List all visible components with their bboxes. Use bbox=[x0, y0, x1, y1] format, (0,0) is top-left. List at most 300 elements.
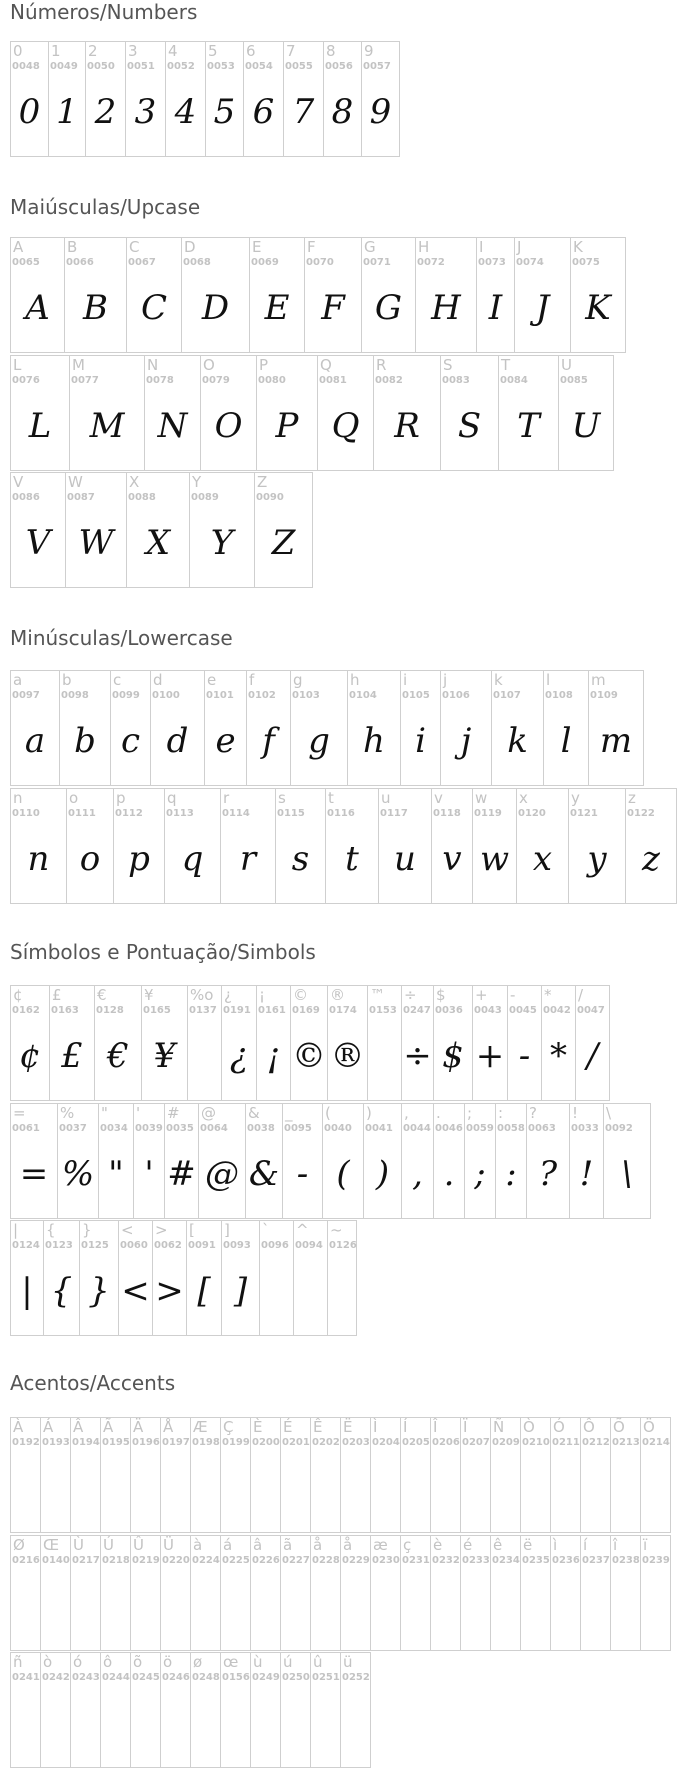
glyph-cell bbox=[361, 41, 400, 157]
glyph-character-label: ö bbox=[163, 1653, 173, 1671]
glyph-code: 0165 bbox=[143, 1005, 171, 1016]
section-5 bbox=[10, 1371, 175, 1395]
glyph-cell bbox=[322, 1103, 364, 1219]
glyph-code: 0055 bbox=[285, 61, 313, 72]
glyph-sample: £ bbox=[61, 1036, 83, 1076]
glyph-character-label: | bbox=[13, 1221, 19, 1239]
glyph-cell bbox=[190, 1417, 221, 1533]
glyph-cell bbox=[249, 237, 305, 353]
glyph-character-label: a bbox=[13, 671, 23, 689]
glyph-sample: 2 bbox=[94, 92, 117, 132]
glyph-sample: B bbox=[83, 288, 108, 328]
glyph-sample: Q bbox=[331, 406, 360, 446]
glyph-cell bbox=[204, 670, 247, 786]
glyph-code: 0056 bbox=[325, 61, 353, 72]
glyph-cell bbox=[495, 1103, 527, 1219]
glyph-cell bbox=[10, 1652, 41, 1768]
glyph-cell bbox=[464, 1103, 496, 1219]
glyph-code: 0209 bbox=[492, 1437, 520, 1448]
glyph-character-label: á bbox=[223, 1536, 233, 1554]
glyph-character-label: ñ bbox=[13, 1653, 23, 1671]
glyph-cell bbox=[569, 1103, 604, 1219]
glyph-sample: / bbox=[586, 1036, 599, 1076]
glyph-cell bbox=[293, 1220, 328, 1336]
glyph-character-label: Q bbox=[320, 356, 332, 374]
glyph-cell bbox=[130, 1417, 161, 1533]
glyph-cell bbox=[125, 41, 166, 157]
glyph-character-label: Ê bbox=[313, 1418, 323, 1436]
glyph-cell bbox=[283, 41, 324, 157]
glyph-cell bbox=[370, 1535, 401, 1651]
glyph-sample: Y bbox=[210, 523, 234, 563]
glyph-cell bbox=[280, 1652, 311, 1768]
glyph-sample: P bbox=[275, 406, 299, 446]
glyph-character-label: h bbox=[350, 671, 360, 689]
section-1 bbox=[10, 0, 197, 24]
glyph-code: 0140 bbox=[42, 1555, 70, 1566]
glyph-sample: j bbox=[460, 721, 472, 761]
glyph-code: 0245 bbox=[132, 1672, 160, 1683]
glyph-cell bbox=[363, 1103, 402, 1219]
glyph-code: 0076 bbox=[12, 375, 40, 386]
section-2 bbox=[10, 195, 200, 219]
glyph-cell bbox=[70, 1417, 101, 1533]
glyph-character-label: 3 bbox=[128, 42, 138, 60]
glyph-character-label: Œ bbox=[43, 1536, 60, 1554]
glyph-character-label: , bbox=[404, 1104, 409, 1122]
glyph-sample: > bbox=[155, 1271, 184, 1311]
glyph-character-label: Ì bbox=[373, 1418, 378, 1436]
glyph-sample: V bbox=[25, 523, 51, 563]
glyph-character-label: ô bbox=[103, 1653, 113, 1671]
glyph-character-label: Ø bbox=[13, 1536, 25, 1554]
glyph-cell bbox=[570, 237, 626, 353]
glyph-character-label: v bbox=[434, 789, 443, 807]
glyph-cell bbox=[401, 1103, 434, 1219]
glyph-cell bbox=[144, 355, 201, 471]
glyph-code: 0097 bbox=[12, 690, 40, 701]
glyph-character-label: Ö bbox=[643, 1418, 655, 1436]
glyph-character-label: Ä bbox=[133, 1418, 144, 1436]
glyph-character-label: Õ bbox=[613, 1418, 625, 1436]
glyph-code: 0103 bbox=[292, 690, 320, 701]
glyph-cell bbox=[310, 1535, 341, 1651]
glyph-character-label: 2 bbox=[88, 42, 98, 60]
glyph-code: 0108 bbox=[545, 690, 573, 701]
glyph-cell bbox=[340, 1652, 371, 1768]
glyph-character-label: d bbox=[153, 671, 163, 689]
glyph-code: 0062 bbox=[154, 1240, 182, 1251]
glyph-sample: c bbox=[120, 721, 141, 761]
glyph-character-label: ¥ bbox=[144, 986, 154, 1004]
glyph-sample: l bbox=[560, 721, 572, 761]
glyph-code: 0120 bbox=[518, 808, 546, 819]
glyph-character-label: : bbox=[498, 1104, 504, 1122]
glyph-code: 0063 bbox=[528, 1123, 556, 1134]
glyph-cell bbox=[290, 670, 348, 786]
glyph-sample: F bbox=[321, 288, 345, 328]
glyph-sample: ; bbox=[474, 1154, 486, 1194]
section-title: Minúsculas/Lowercase bbox=[10, 626, 233, 650]
glyph-character-label: ] bbox=[224, 1221, 230, 1239]
glyph-cell bbox=[491, 670, 544, 786]
glyph-sample: * bbox=[550, 1036, 567, 1076]
glyph-cell bbox=[514, 237, 571, 353]
glyph-character-label: ó bbox=[73, 1653, 83, 1671]
glyph-character-label: M bbox=[72, 356, 85, 374]
glyph-sample: p bbox=[128, 839, 150, 879]
glyph-code: 0117 bbox=[380, 808, 408, 819]
glyph-code: 0069 bbox=[251, 257, 279, 268]
glyph-cell bbox=[282, 1103, 323, 1219]
glyph-row bbox=[10, 41, 399, 157]
glyph-character-label: $ bbox=[436, 986, 446, 1004]
glyph-cell bbox=[310, 1417, 341, 1533]
glyph-code: 0067 bbox=[128, 257, 156, 268]
glyph-code: 0091 bbox=[188, 1240, 216, 1251]
glyph-code: 0092 bbox=[605, 1123, 633, 1134]
glyph-character-label: W bbox=[68, 473, 83, 491]
glyph-character-label: Ï bbox=[463, 1418, 468, 1436]
glyph-character-label: å bbox=[343, 1536, 353, 1554]
glyph-character-label: \ bbox=[606, 1104, 612, 1122]
glyph-cell bbox=[558, 355, 614, 471]
glyph-cell bbox=[610, 1417, 641, 1533]
glyph-code: 0061 bbox=[12, 1123, 40, 1134]
glyph-character-label: Ú bbox=[103, 1536, 114, 1554]
glyph-code: 0242 bbox=[42, 1672, 70, 1683]
glyph-cell bbox=[325, 788, 379, 904]
glyph-cell bbox=[10, 670, 60, 786]
glyph-character-label: ê bbox=[493, 1536, 503, 1554]
glyph-sample: E bbox=[264, 288, 290, 328]
glyph-sample: K bbox=[585, 288, 611, 328]
glyph-cell bbox=[433, 1103, 465, 1219]
glyph-character-label: { bbox=[46, 1221, 56, 1239]
glyph-character-label: + bbox=[475, 986, 488, 1004]
glyph-code: 0058 bbox=[497, 1123, 525, 1134]
glyph-character-label: ù bbox=[253, 1653, 263, 1671]
glyph-sample: b bbox=[74, 721, 96, 761]
glyph-character-label: 4 bbox=[168, 42, 178, 60]
glyph-code: 0234 bbox=[492, 1555, 520, 1566]
glyph-sample: o bbox=[79, 839, 101, 879]
glyph-cell bbox=[64, 237, 127, 353]
glyph-code: 0211 bbox=[552, 1437, 580, 1448]
glyph-character-label: ! bbox=[572, 1104, 579, 1122]
glyph-sample: ® bbox=[330, 1036, 365, 1076]
glyph-cell bbox=[243, 41, 284, 157]
glyph-code: 0040 bbox=[324, 1123, 352, 1134]
glyph-code: 0236 bbox=[552, 1555, 580, 1566]
glyph-character-label: ç bbox=[403, 1536, 412, 1554]
glyph-cell bbox=[130, 1652, 161, 1768]
glyph-code: 0039 bbox=[135, 1123, 163, 1134]
glyph-cell bbox=[310, 1652, 341, 1768]
glyph-sample: ¡ bbox=[266, 1036, 281, 1076]
glyph-sample: : bbox=[505, 1154, 517, 1194]
glyph-character-label: U bbox=[561, 356, 572, 374]
glyph-code: 0089 bbox=[191, 492, 219, 503]
glyph-code: 0205 bbox=[402, 1437, 430, 1448]
glyph-cell bbox=[460, 1417, 491, 1533]
glyph-code: 0244 bbox=[102, 1672, 130, 1683]
glyph-cell bbox=[476, 237, 515, 353]
glyph-sample: X bbox=[145, 523, 171, 563]
glyph-cell bbox=[507, 985, 542, 1101]
glyph-character-label: î bbox=[613, 1536, 618, 1554]
glyph-character-label: [ bbox=[189, 1221, 195, 1239]
glyph-code: 0192 bbox=[12, 1437, 40, 1448]
glyph-code: 0250 bbox=[282, 1672, 310, 1683]
glyph-sample: ¥ bbox=[153, 1036, 176, 1076]
glyph-sample: L bbox=[28, 406, 52, 446]
glyph-code: 0074 bbox=[516, 257, 544, 268]
glyph-character-label: ` bbox=[262, 1221, 270, 1239]
glyph-code: 0083 bbox=[442, 375, 470, 386]
glyph-sample: g bbox=[308, 721, 330, 761]
glyph-cell bbox=[400, 670, 441, 786]
glyph-code: 0248 bbox=[192, 1672, 220, 1683]
glyph-code: 0090 bbox=[256, 492, 284, 503]
glyph-character-label: 1 bbox=[51, 42, 61, 60]
glyph-code: 0096 bbox=[261, 1240, 289, 1251]
glyph-code: 0137 bbox=[189, 1005, 217, 1016]
glyph-code: 0038 bbox=[247, 1123, 275, 1134]
glyph-code: 0073 bbox=[478, 257, 506, 268]
glyph-character-label: ( bbox=[325, 1104, 331, 1122]
glyph-cell bbox=[130, 1535, 161, 1651]
glyph-code: 0216 bbox=[12, 1555, 40, 1566]
glyph-cell bbox=[250, 1652, 281, 1768]
glyph-code: 0195 bbox=[102, 1437, 130, 1448]
glyph-code: 0196 bbox=[132, 1437, 160, 1448]
glyph-character-label: © bbox=[293, 986, 308, 1004]
glyph-code: 0049 bbox=[50, 61, 78, 72]
glyph-sample: ] bbox=[233, 1271, 248, 1311]
glyph-character-label: 6 bbox=[246, 42, 256, 60]
glyph-sample: ¢ bbox=[19, 1036, 41, 1076]
glyph-sample: H bbox=[431, 288, 461, 328]
glyph-code: 0086 bbox=[12, 492, 40, 503]
glyph-code: 0033 bbox=[571, 1123, 599, 1134]
glyph-cell bbox=[150, 670, 205, 786]
glyph-character-label: 8 bbox=[326, 42, 336, 60]
glyph-code: 0041 bbox=[365, 1123, 393, 1134]
glyph-character-label: 9 bbox=[364, 42, 374, 60]
glyph-cell bbox=[10, 237, 65, 353]
glyph-code: 0052 bbox=[167, 61, 195, 72]
glyph-cell bbox=[65, 472, 127, 588]
glyph-cell bbox=[625, 788, 677, 904]
glyph-sample: s bbox=[291, 839, 310, 879]
glyph-code: 0109 bbox=[590, 690, 618, 701]
glyph-sample: 6 bbox=[252, 92, 275, 132]
glyph-cell bbox=[640, 1535, 671, 1651]
glyph-cell bbox=[440, 670, 492, 786]
glyph-code: 0066 bbox=[66, 257, 94, 268]
glyph-cell bbox=[79, 1220, 119, 1336]
glyph-cell bbox=[460, 1535, 491, 1651]
glyph-code: 0219 bbox=[132, 1555, 160, 1566]
glyph-code: 0110 bbox=[12, 808, 40, 819]
glyph-character-label: Ü bbox=[163, 1536, 174, 1554]
glyph-sample: q bbox=[181, 839, 204, 879]
glyph-code: 0115 bbox=[277, 808, 305, 819]
glyph-code: 0081 bbox=[319, 375, 347, 386]
glyph-character-label: ? bbox=[529, 1104, 537, 1122]
glyph-sample: . bbox=[443, 1154, 455, 1194]
glyph-cell bbox=[164, 1103, 199, 1219]
glyph-sample: ? bbox=[538, 1154, 558, 1194]
glyph-cell bbox=[133, 1103, 165, 1219]
glyph-character-label: ) bbox=[366, 1104, 372, 1122]
glyph-code: 0079 bbox=[202, 375, 230, 386]
glyph-code: 0111 bbox=[68, 808, 96, 819]
glyph-cell bbox=[520, 1535, 551, 1651]
glyph-code: 0044 bbox=[403, 1123, 431, 1134]
glyph-code: 0105 bbox=[402, 690, 430, 701]
glyph-cell bbox=[520, 1417, 551, 1533]
glyph-sample: ÷ bbox=[403, 1036, 432, 1076]
glyph-cell bbox=[516, 788, 569, 904]
glyph-cell bbox=[280, 1417, 311, 1533]
glyph-sample: { bbox=[50, 1271, 73, 1311]
glyph-character-label: ÷ bbox=[404, 986, 417, 1004]
glyph-cell bbox=[10, 355, 70, 471]
glyph-character-label: z bbox=[628, 789, 636, 807]
glyph-code: 0213 bbox=[612, 1437, 640, 1448]
glyph-character-label: %o bbox=[190, 986, 214, 1004]
glyph-cell bbox=[10, 985, 50, 1101]
glyph-code: 0053 bbox=[207, 61, 235, 72]
glyph-code: 0060 bbox=[120, 1240, 148, 1251]
glyph-sample: J bbox=[535, 288, 550, 328]
glyph-cell bbox=[400, 1535, 431, 1651]
glyph-cell bbox=[43, 1220, 80, 1336]
glyph-code: 0194 bbox=[72, 1437, 100, 1448]
glyph-cell bbox=[126, 472, 190, 588]
glyph-cell bbox=[304, 237, 362, 353]
glyph-sample: = bbox=[19, 1154, 49, 1194]
glyph-cell bbox=[220, 1652, 251, 1768]
glyph-sample: G bbox=[374, 288, 403, 328]
glyph-code: 0193 bbox=[42, 1437, 70, 1448]
glyph-cell bbox=[543, 670, 589, 786]
glyph-character-label: ë bbox=[523, 1536, 533, 1554]
glyph-character-label: Ë bbox=[343, 1418, 353, 1436]
glyph-character-label: L bbox=[13, 356, 22, 374]
glyph-character-label: r bbox=[223, 789, 230, 807]
glyph-sample: ¿ bbox=[229, 1036, 249, 1076]
section-title: Maiúsculas/Upcase bbox=[10, 195, 201, 219]
glyph-cell bbox=[10, 472, 66, 588]
glyph-code: 0203 bbox=[342, 1437, 370, 1448]
glyph-cell bbox=[280, 1535, 311, 1651]
glyph-character-label: l bbox=[546, 671, 551, 689]
glyph-cell bbox=[367, 985, 402, 1101]
glyph-sample: 9 bbox=[369, 92, 392, 132]
glyph-character-label: / bbox=[578, 986, 584, 1004]
glyph-cell bbox=[472, 985, 508, 1101]
glyph-code: 0224 bbox=[192, 1555, 220, 1566]
glyph-character-label: Û bbox=[133, 1536, 144, 1554]
glyph-code: 0169 bbox=[292, 1005, 320, 1016]
glyph-character-label: } bbox=[82, 1221, 92, 1239]
glyph-row bbox=[10, 1417, 670, 1533]
glyph-cell bbox=[100, 1535, 131, 1651]
glyph-sample: u bbox=[394, 839, 416, 879]
glyph-cell bbox=[49, 985, 95, 1101]
glyph-cell bbox=[10, 1220, 44, 1336]
glyph-character-label: T bbox=[501, 356, 511, 374]
glyph-code: 0085 bbox=[560, 375, 588, 386]
glyph-code: 0163 bbox=[51, 1005, 79, 1016]
glyph-row bbox=[10, 1220, 356, 1336]
glyph-row bbox=[10, 237, 625, 353]
glyph-sample: w bbox=[479, 839, 510, 879]
glyph-character-label: * bbox=[544, 986, 552, 1004]
glyph-character-label: X bbox=[129, 473, 140, 491]
glyph-cell bbox=[40, 1535, 71, 1651]
glyph-cell bbox=[415, 237, 477, 353]
glyph-sample: Z bbox=[271, 523, 296, 563]
glyph-cell bbox=[550, 1535, 581, 1651]
glyph-code: 0104 bbox=[349, 690, 377, 701]
glyph-cell bbox=[550, 1417, 581, 1533]
glyph-code: 0237 bbox=[582, 1555, 610, 1566]
glyph-character-label: À bbox=[13, 1418, 24, 1436]
glyph-character-label: m bbox=[591, 671, 606, 689]
glyph-code: 0247 bbox=[403, 1005, 431, 1016]
glyph-cell bbox=[259, 1220, 294, 1336]
glyph-sample: h bbox=[363, 721, 385, 761]
glyph-character-label: Ç bbox=[223, 1418, 234, 1436]
glyph-character-label: A bbox=[13, 238, 24, 256]
glyph-character-label: s bbox=[278, 789, 286, 807]
glyph-character-label: J bbox=[517, 238, 522, 256]
glyph-code: 0051 bbox=[127, 61, 155, 72]
glyph-sample: i bbox=[415, 721, 426, 761]
glyph-sample: & bbox=[248, 1154, 280, 1194]
glyph-sample: ' bbox=[144, 1154, 154, 1194]
glyph-code: 0094 bbox=[295, 1240, 323, 1251]
glyph-cell bbox=[186, 1220, 222, 1336]
glyph-sample: z bbox=[642, 839, 660, 879]
glyph-code: 0059 bbox=[466, 1123, 494, 1134]
glyph-sample: , bbox=[412, 1154, 423, 1194]
glyph-character-label: 5 bbox=[208, 42, 218, 60]
glyph-cell bbox=[430, 1417, 461, 1533]
glyph-cell bbox=[160, 1535, 191, 1651]
glyph-cell bbox=[401, 985, 434, 1101]
glyph-character-label: - bbox=[510, 986, 516, 1004]
glyph-code: 0118 bbox=[433, 808, 461, 819]
glyph-code: 0101 bbox=[206, 690, 234, 701]
glyph-sample: 1 bbox=[56, 92, 78, 132]
glyph-character-label: E bbox=[252, 238, 262, 256]
glyph-code: 0087 bbox=[67, 492, 95, 503]
glyph-row bbox=[10, 1652, 370, 1768]
glyph-cell bbox=[94, 985, 142, 1101]
glyph-character-label: œ bbox=[223, 1653, 239, 1671]
glyph-code: 0078 bbox=[146, 375, 174, 386]
glyph-sample: 7 bbox=[292, 92, 315, 132]
glyph-character-label: É bbox=[283, 1418, 293, 1436]
glyph-character-label: o bbox=[69, 789, 79, 807]
glyph-code: 0084 bbox=[500, 375, 528, 386]
glyph-code: 0161 bbox=[258, 1005, 286, 1016]
